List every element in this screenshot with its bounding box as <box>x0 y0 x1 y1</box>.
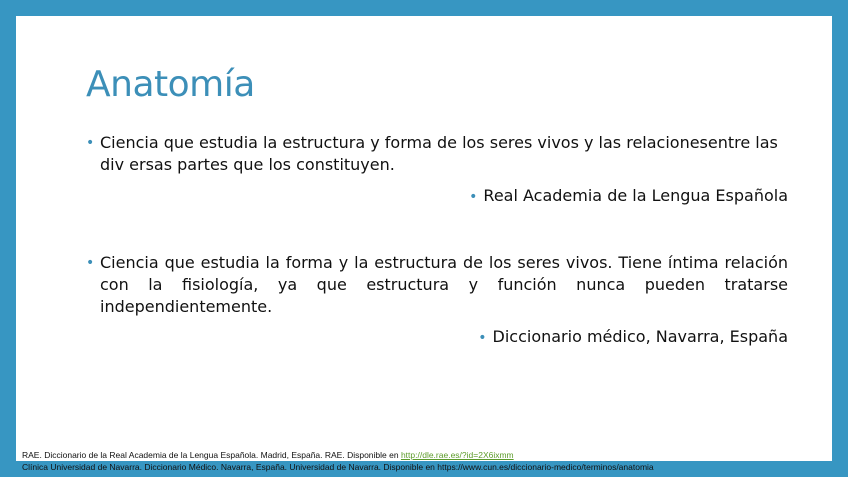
source-text-1: Real Academia de la Lengua Española <box>483 186 788 205</box>
bullet-dot-icon: • <box>478 330 487 346</box>
reference-rae <box>22 449 832 461</box>
slide <box>16 16 832 461</box>
definition-bullet-2 <box>86 252 788 318</box>
bullet-dot-icon: • <box>86 255 95 271</box>
bullet-dot-icon: • <box>469 189 478 205</box>
definition-text-2: Ciencia que estudia la forma y la estructura de los seres vivos. Tiene íntima relación con la fisiología, ya que estructura y función nunca pueden tratarse independientemente. <box>100 253 788 316</box>
slide-title: Anatomía <box>86 64 255 105</box>
reference-cun: Clínica Universidad de Navarra. Diccionario Médico. Navarra, España. Universidad de Navarra. Disponible en https://www.cun.es/diccionario-medico/terminos/anatomia <box>22 462 654 472</box>
reference-rae-link[interactable]: http://dle.rae.es/?id=2X6ixmm <box>400 450 514 460</box>
source-text-2: Diccionario médico, Navarra, España <box>492 327 788 346</box>
source-bullet-1 <box>469 185 788 208</box>
reference-rae-text: RAE. Diccionario de la Real Academia de la Lengua Española. Madrid, España. RAE. Disponible en <box>22 450 401 460</box>
definition-bullet-1 <box>86 132 788 176</box>
source-bullet-2 <box>478 326 788 349</box>
bullet-dot-icon: • <box>86 135 95 151</box>
definition-text-1: Ciencia que estudia la estructura y forma de los seres vivos y las relacionesentre las div ersas partes que los constituyen. <box>100 133 778 174</box>
